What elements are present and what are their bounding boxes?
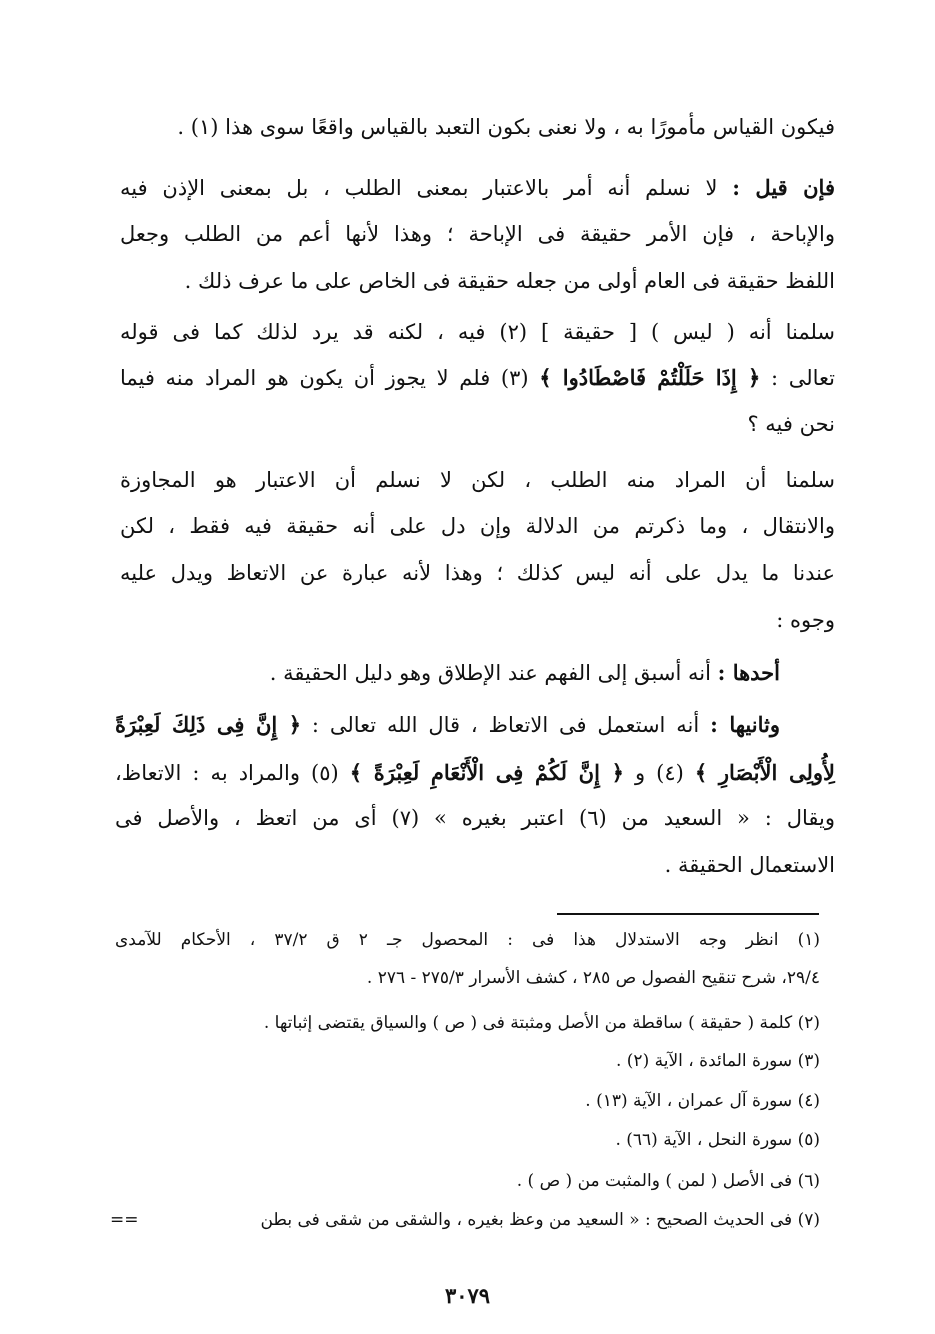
footnote: (١) انظر وجه الاستدلال هذا فى : المحصول جـ ٢ ق ٣٧/٢ ، الأحكام للآمدى [115,930,820,950]
point-lead: أحدها : [717,660,780,685]
body-line: فإن قيل : لا نسلم أنه أمر بالاعتبار بمعنى الطلب ، بل بمعنى الإذن فيه [120,175,835,200]
body-line: سلمنا أن المراد منه الطلب ، لكن لا نسلم أن الاعتبار هو المجاوزة [120,468,835,492]
body-line: والإباحة ، فإن الأمر حقيقة فى الإباحة ؛ وهذا لأنها أعم من الطلب وجعل [120,222,835,246]
footnote-continuation-mark: == [110,1210,139,1230]
body-line: وجوه : [776,608,835,632]
body-line: نحن فيه ؟ [747,412,835,436]
body-line: الاستعمال الحقيقة . [664,853,835,877]
body-line: سلمنا أنه ( ليس ) [ حقيقة ] (٢) فيه ، لكنه قد يرد لذلك كما فى قوله [120,320,836,344]
quran-quote: ﴿ إِنَّ لَكُمْ فِى الْأَنْعَامِ لَعِبْرَةً ﴾ [349,760,624,785]
quran-quote: ﴿ إِذَا حَلَلْتُمْ فَاصْطَادُوا ﴾ [539,365,761,390]
footnote: (٢) كلمة ( حقيقة ) ساقطة من الأصل ومثبتة فى ( ص ) والسياق يقتضى إثباتها . [263,1013,820,1033]
body-line: ويقال : « السعيد من (٦) اعتبر بغيره » (٧) أى من اتعظ ، والأصل فى [115,806,835,830]
body-line: أحدها : أنه أسبق إلى الفهم عند الإطلاق وهو دليل الحقيقة . [269,660,780,685]
body-line: عندنا ما يدل على أنه ليس كذلك ؛ وهذا لأنه عبارة عن الاتعاظ ويدل عليه [120,561,835,585]
body-line: والانتقال ، وما ذكرتم من الدلالة وإن دل على أنه حقيقة فيه فقط ، لكن [120,514,835,538]
footnote-separator [557,913,819,915]
body-line: تعالى : ﴿ إِذَا حَلَلْتُمْ فَاصْطَادُوا ﴾ (٣) فلم لا يجوز أن يكون هو المراد منه فيما [120,365,835,390]
objection-lead: فإن قيل : [732,175,835,200]
quran-quote: لِأُولِى الْأَبْصَارِ ﴾ [694,760,836,785]
footnote: (٥) سورة النحل ، الآية (٦٦) . [615,1130,820,1150]
body-line: اللفظ حقيقة فى العام أولى من جعله حقيقة فى الخاص على ما عرف ذلك . [184,269,835,293]
page-number: ٣٠٧٩ [444,1283,491,1308]
body-line: وثانيها : أنه استعمل فى الاتعاظ ، قال الله تعالى : ﴿ إِنَّ فِى ذَلِكَ لَعِبْرَةً [115,712,780,737]
body-line: فيكون القياس مأمورًا به ، ولا نعنى بكون التعبد بالقياس واقعًا سوى هذا (١) . [177,115,835,139]
body-line: لِأُولِى الْأَبْصَارِ ﴾ (٤) و ﴿ إِنَّ لَكُمْ فِى الْأَنْعَامِ لَعِبْرَةً ﴾ (٥) والمراد به : الاتعاظ، [115,760,836,785]
quran-quote: ﴿ إِنَّ فِى ذَلِكَ لَعِبْرَةً [115,712,302,737]
footnote: (٤) سورة آل عمران ، الآية (١٣) . [585,1091,820,1111]
footnote: ٢٩/٤، شرح تنقيح الفصول ص ٢٨٥ ، كشف الأسرار ٢٧٥/٣ - ٢٧٦ . [366,968,820,988]
footnote: (٣) سورة المائدة ، الآية (٢) . [615,1051,820,1071]
footnote: (٧) فى الحديث الصحيح : « السعيد من وعظ بغيره ، والشقى من شقى فى بطن [260,1210,820,1230]
point-lead: وثانيها : [710,712,780,737]
footnote: (٦) فى الأصل ( لمن ) والمثبت من ( ص ) . [516,1171,820,1191]
